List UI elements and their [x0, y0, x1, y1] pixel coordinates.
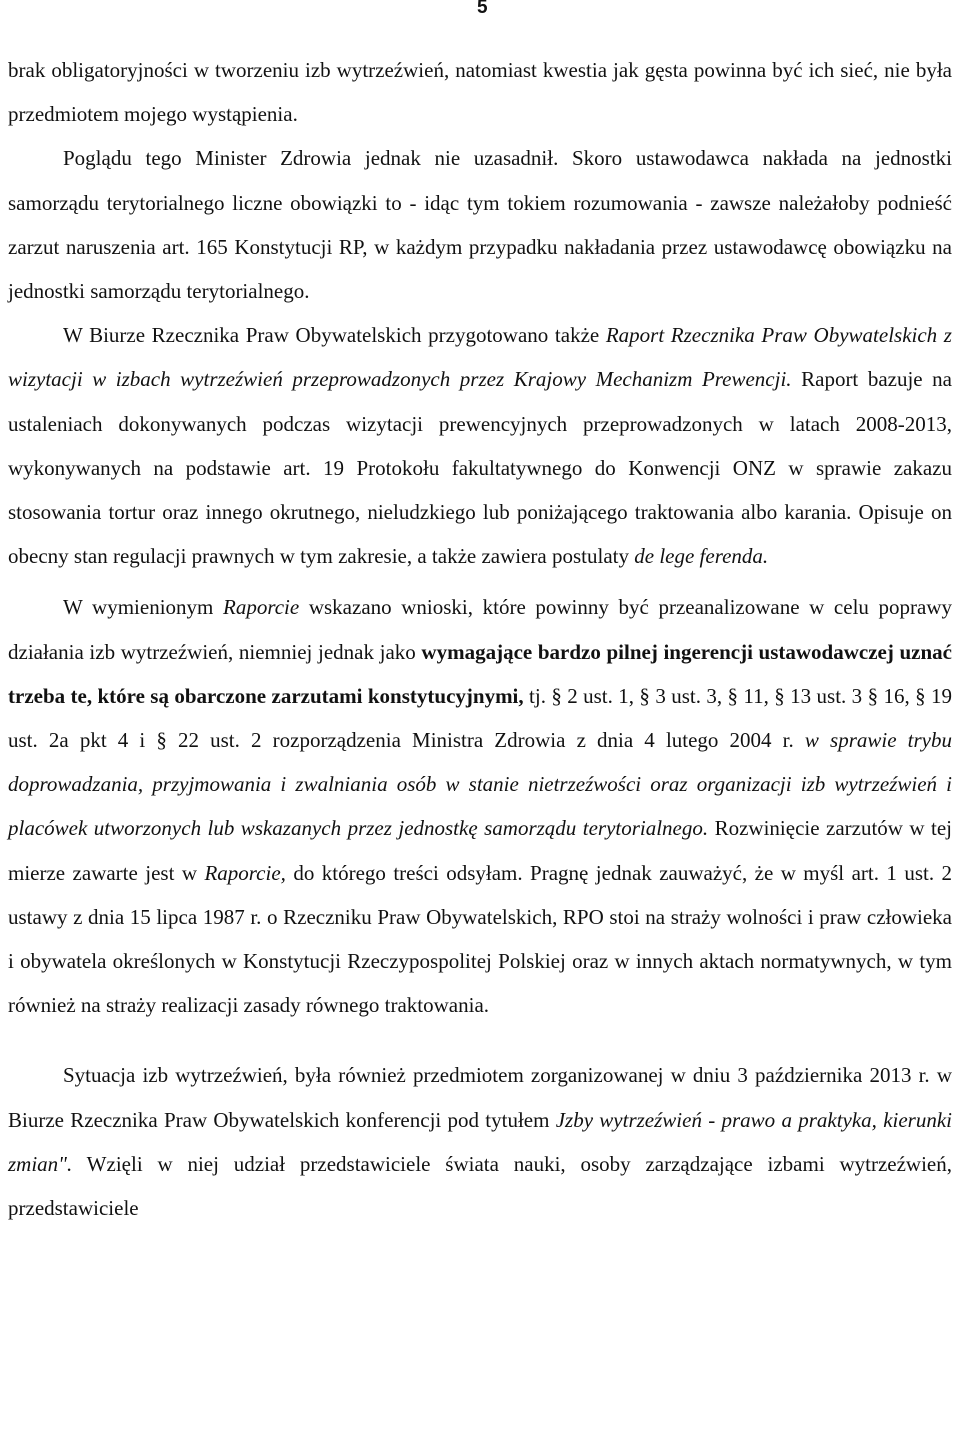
conference-title-italic: Jzby wytrzeźwień - prawo a praktyka, kierunki zmian". [8, 1107, 953, 1176]
paragraph-4-text-i: do którego treści odsyłam. Pragnę jednak zauważyć, że w myśl art. 1 ust. 2 ustawy z dnia 15 lipca 1987 r. o Rzeczniku Praw Obywatelskich, RPO stoi na straży wolności i praw człowieka i obywatela określonych w Konstytucji Rzeczypospolitej Polskiej oraz w innych aktach normatywnych, w tym również na straży realizacji zasady równego traktowania. [8, 860, 952, 1018]
paragraph-5-text-c: Wzięli w niej udział przedstawiciele świata nauki, osoby zarządzające izbami wytrzeźwień, przedstawiciele [8, 1151, 952, 1221]
paragraph-5-text-a: Sytuacja izb wytrzeźwień, była również przedmiotem zorganizowanej w dniu 3 października 2013 r. w Biurze Rzecznika Praw Obywatelskich konferencji pod tytułem [8, 1063, 952, 1132]
paragraph-4-text-e: tj. § 2 ust. 1, § 3 ust. 3, § 11, § 13 ust. 3 § 16, § 19 ust. 2a pkt 4 i § 22 ust. 2 rozporządzenia Ministra Zdrowia z dnia 4 lutego 2004 r. [8, 683, 952, 753]
paragraph-4-text-g: Rozwinięcie zarzutów w tej mierze zawarte jest w [8, 816, 953, 885]
constitutional-objections-bold: wymagające bardzo pilnej ingerencji ustawodawczej uznać trzeba te, które są obarczone zarzutami konstytucyjnymi, [8, 639, 952, 708]
paragraph-5 [8, 1053, 952, 1230]
paragraph-3-text-a: W Biurze Rzecznika Praw Obywatelskich przygotowano także [63, 323, 606, 348]
regulation-title-italic: w sprawie trybu doprowadzania, przyjmowania i zwalniania osób w stanie nietrzeźwości oraz organizacji izb wytrzeźwień i placówek utworzonych lub wskazanych przez jednostkę samorządu terytorialnego. [8, 728, 953, 841]
paragraph-4 [8, 585, 952, 1027]
de-lege-ferenda-italic: de lege ferenda. [634, 544, 769, 569]
report-title-italic: Raport Rzecznika Praw Obywatelskich z wizytacji w izbach wytrzeźwień przeprowadzonych przez Krajowy Mechanizm Prewencji. [8, 323, 952, 392]
document-body [8, 48, 952, 1230]
paragraph-1-text: brak obligatoryjności w tworzeniu izb wytrzeźwień, natomiast kwestia jak gęsta powinna być ich sieć, nie była przedmiotem mojego wystąpienia. [8, 58, 952, 127]
raporcie-italic: Raporcie [223, 595, 300, 620]
raporcie-italic-2: Raporcie, [204, 860, 286, 885]
paragraph-1 [8, 48, 952, 136]
page-number: 5 [477, 0, 488, 18]
paragraph-4-text-a: W wymienionym [63, 595, 224, 620]
paragraph-2-text: Poglądu tego Minister Zdrowia jednak nie uzasadnił. Skoro ustawodawca nakłada na jednostki samorządu terytorialnego liczne obowiązki to - idąc tym tokiem rozumowania - zawsze należałoby podnieść zarzut naruszenia art. 165 Konstytucji RP, w każdym przypadku nakładania przez ustawodawcę obowiązku na jednostki samorządu terytorialnego. [8, 146, 952, 304]
paragraph-3 [8, 313, 952, 578]
paragraph-2 [8, 136, 952, 313]
paragraph-3-text-c: Raport bazuje na ustaleniach dokonywanych podczas wizytacji prewencyjnych przeprowadzonych w latach 2008-2013, wykonywanych na podstawie art. 19 Protokołu fakultatywnego do Konwencji ONZ w sprawie zakazu stosowania tortur oraz innego okrutnego, nieludzkiego lub poniżającego traktowania albo karania. Opisuje on obecny stan regulacji prawnych w tym zakresie, a także zawiera postulaty [8, 367, 952, 569]
paragraph-4-text-c: wskazano wnioski, które powinny być przeanalizowane w celu poprawy działania izb wytrzeźwień, niemniej jednak jako [8, 595, 953, 664]
